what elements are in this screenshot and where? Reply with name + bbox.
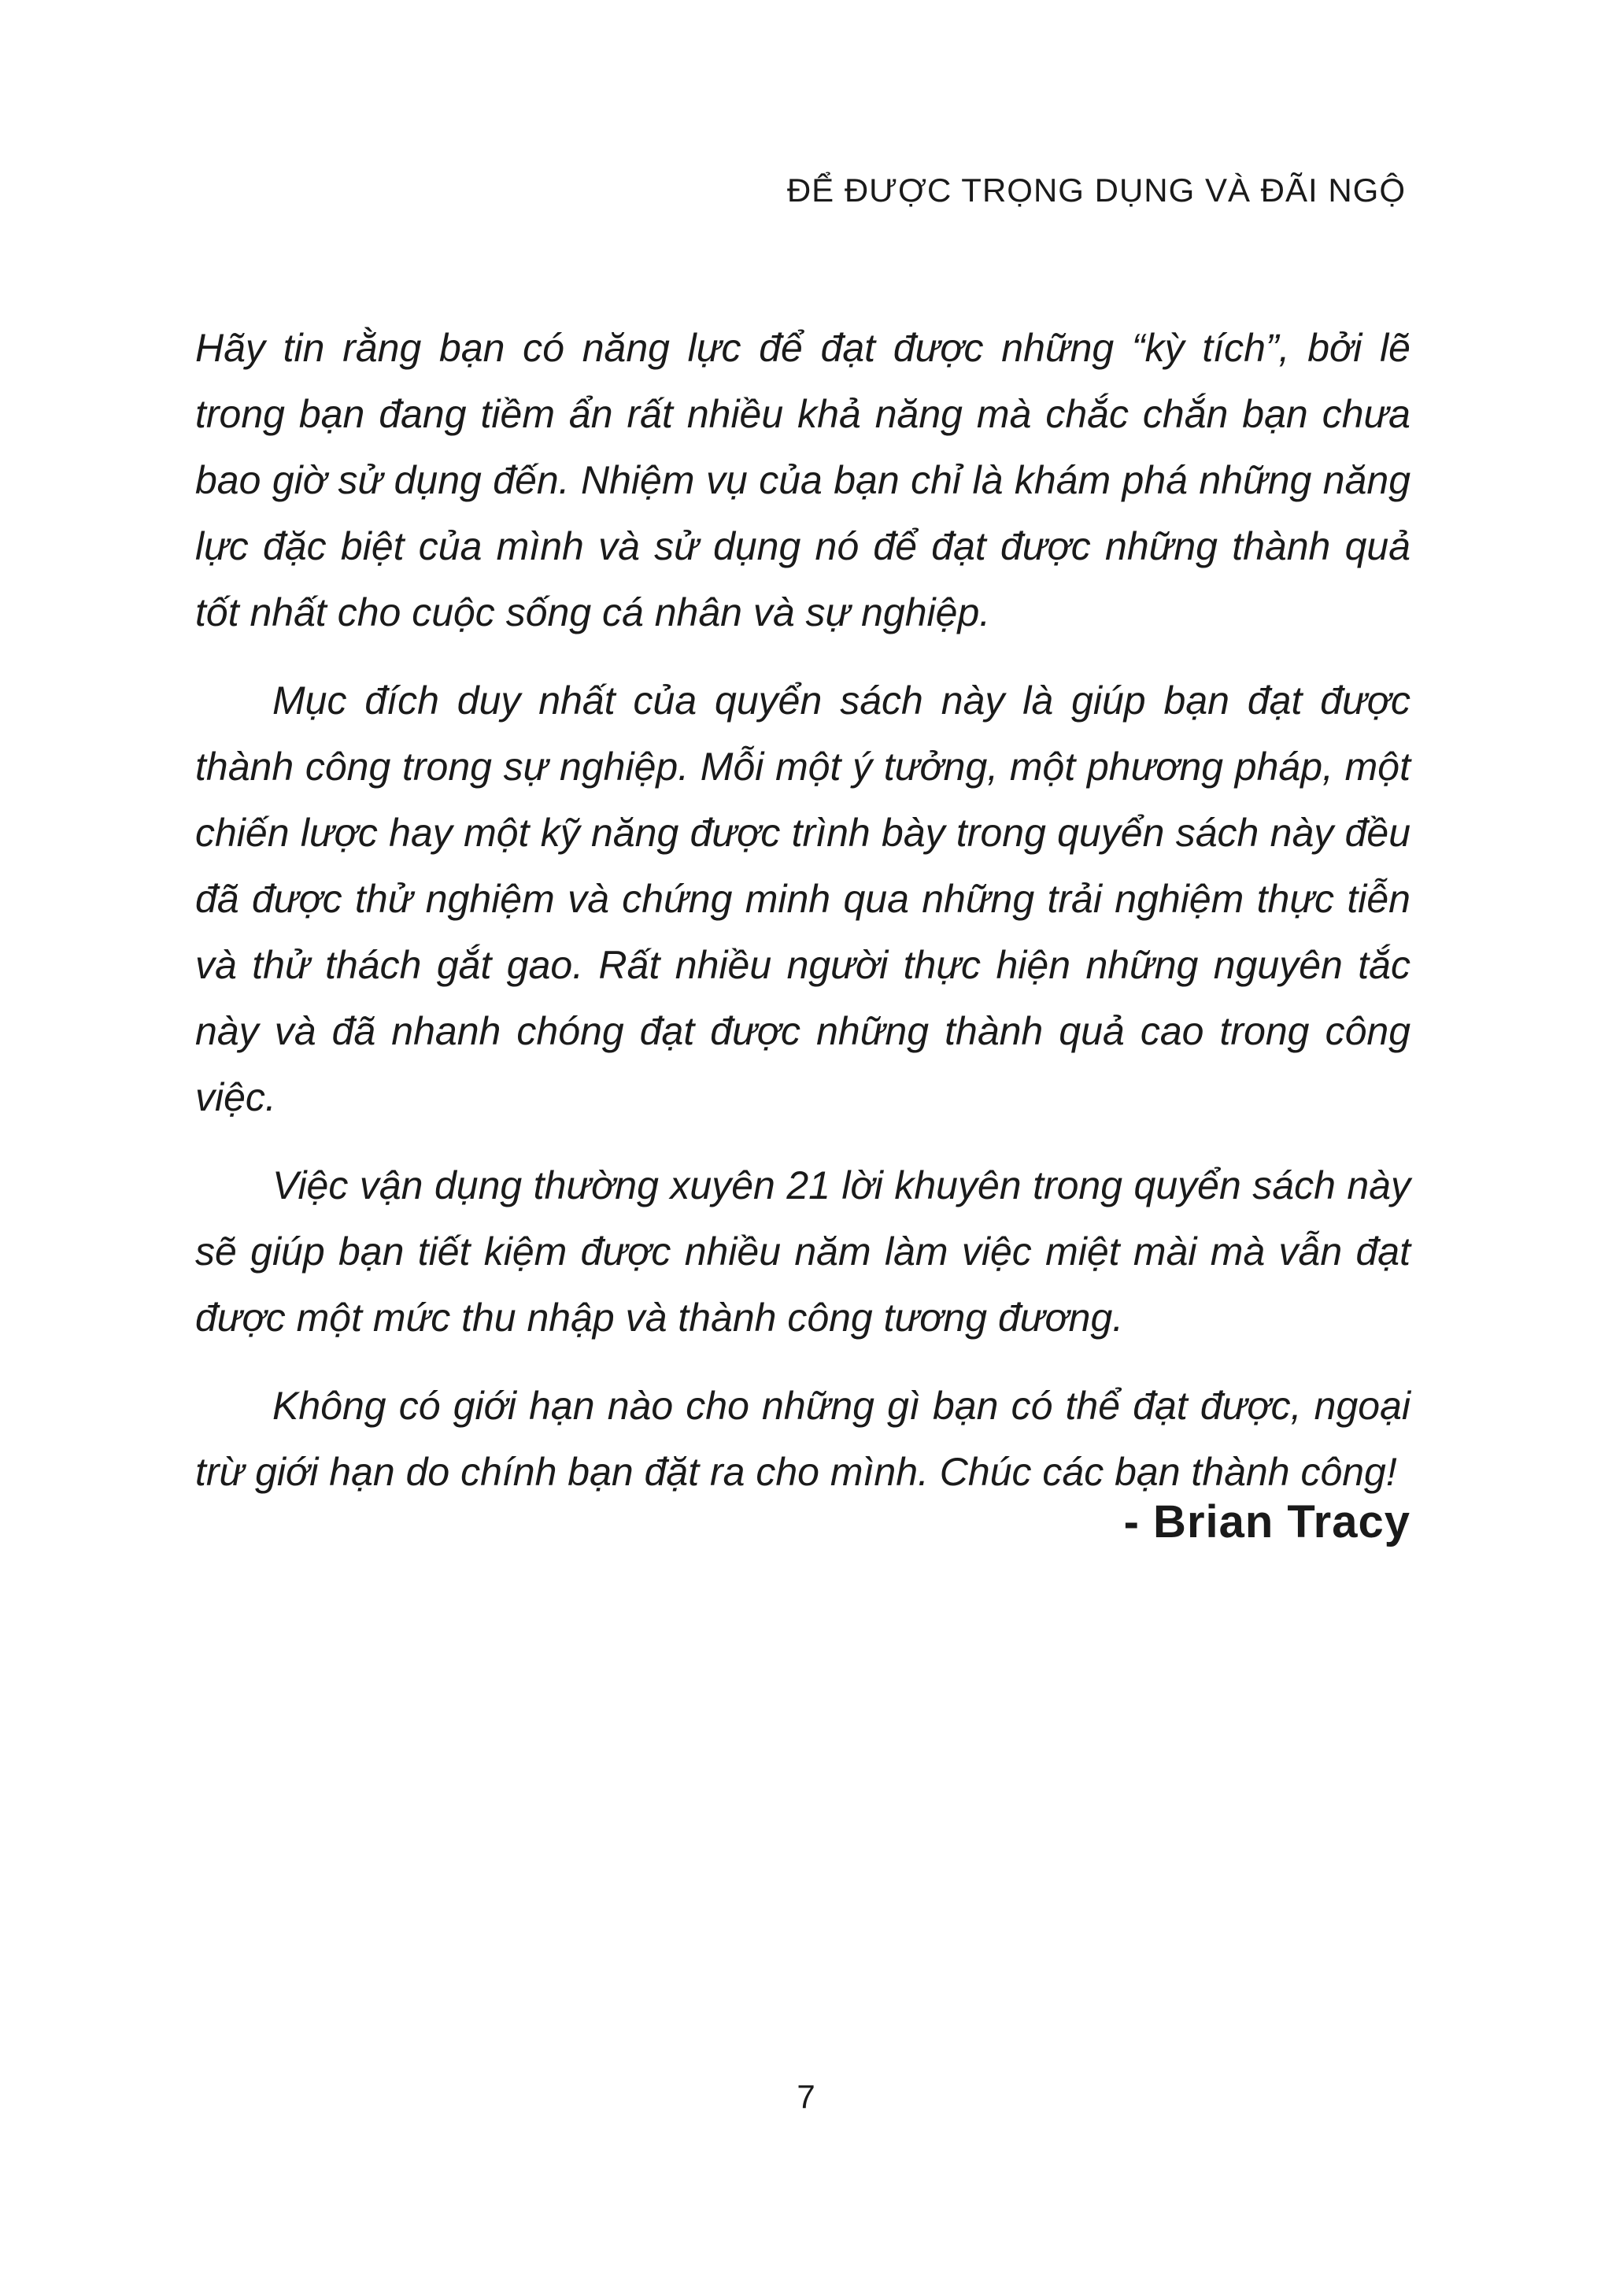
running-header: ĐỂ ĐƯỢC TRỌNG DỤNG VÀ ĐÃI NGỘ	[786, 172, 1406, 209]
paragraph: Việc vận dụng thường xuyên 21 lời khuyên trong quyển sách này sẽ giúp bạn tiết kiệm được nhiều năm làm việc miệt mài mà vẫn đạt được một mức thu nhập và thành công tương đương.	[195, 1163, 1410, 1340]
paragraph: Mục đích duy nhất của quyển sách này là giúp bạn đạt được thành công trong sự nghiệp. Mỗi một ý tưởng, một phương pháp, một chiến lược hay một kỹ năng được trình bày trong quyển sách này đều đã được thử nghiệm và chứng minh qua những trải nghiệm thực tiễn và thử thách gắt gao. Rất nhiều người thực hiện những nguyên tắc này và đã nhanh chóng đạt được những thành quả cao trong công việc.	[195, 678, 1410, 1119]
paragraph: Không có giới hạn nào cho những gì bạn có thể đạt được, ngoại trừ giới hạn do chính bạn đặt ra cho mình. Chúc các bạn thành công!	[195, 1384, 1410, 1494]
paragraph: Hãy tin rằng bạn có năng lực để đạt được những “kỳ tích”, bởi lẽ trong bạn đang tiềm ẩn rất nhiều khả năng mà chắc chắn bạn chưa bao giờ sử dụng đến. Nhiệm vụ của bạn chỉ là khám phá những năng lực đặc biệt của mình và sử dụng nó để đạt được những thành quả tốt nhất cho cuộc sống cá nhân và sự nghiệp.	[195, 326, 1410, 634]
author-signature: - Brian Tracy	[1123, 1496, 1410, 1547]
page-number: 7	[797, 2078, 815, 2115]
body-text	[195, 315, 1410, 1527]
